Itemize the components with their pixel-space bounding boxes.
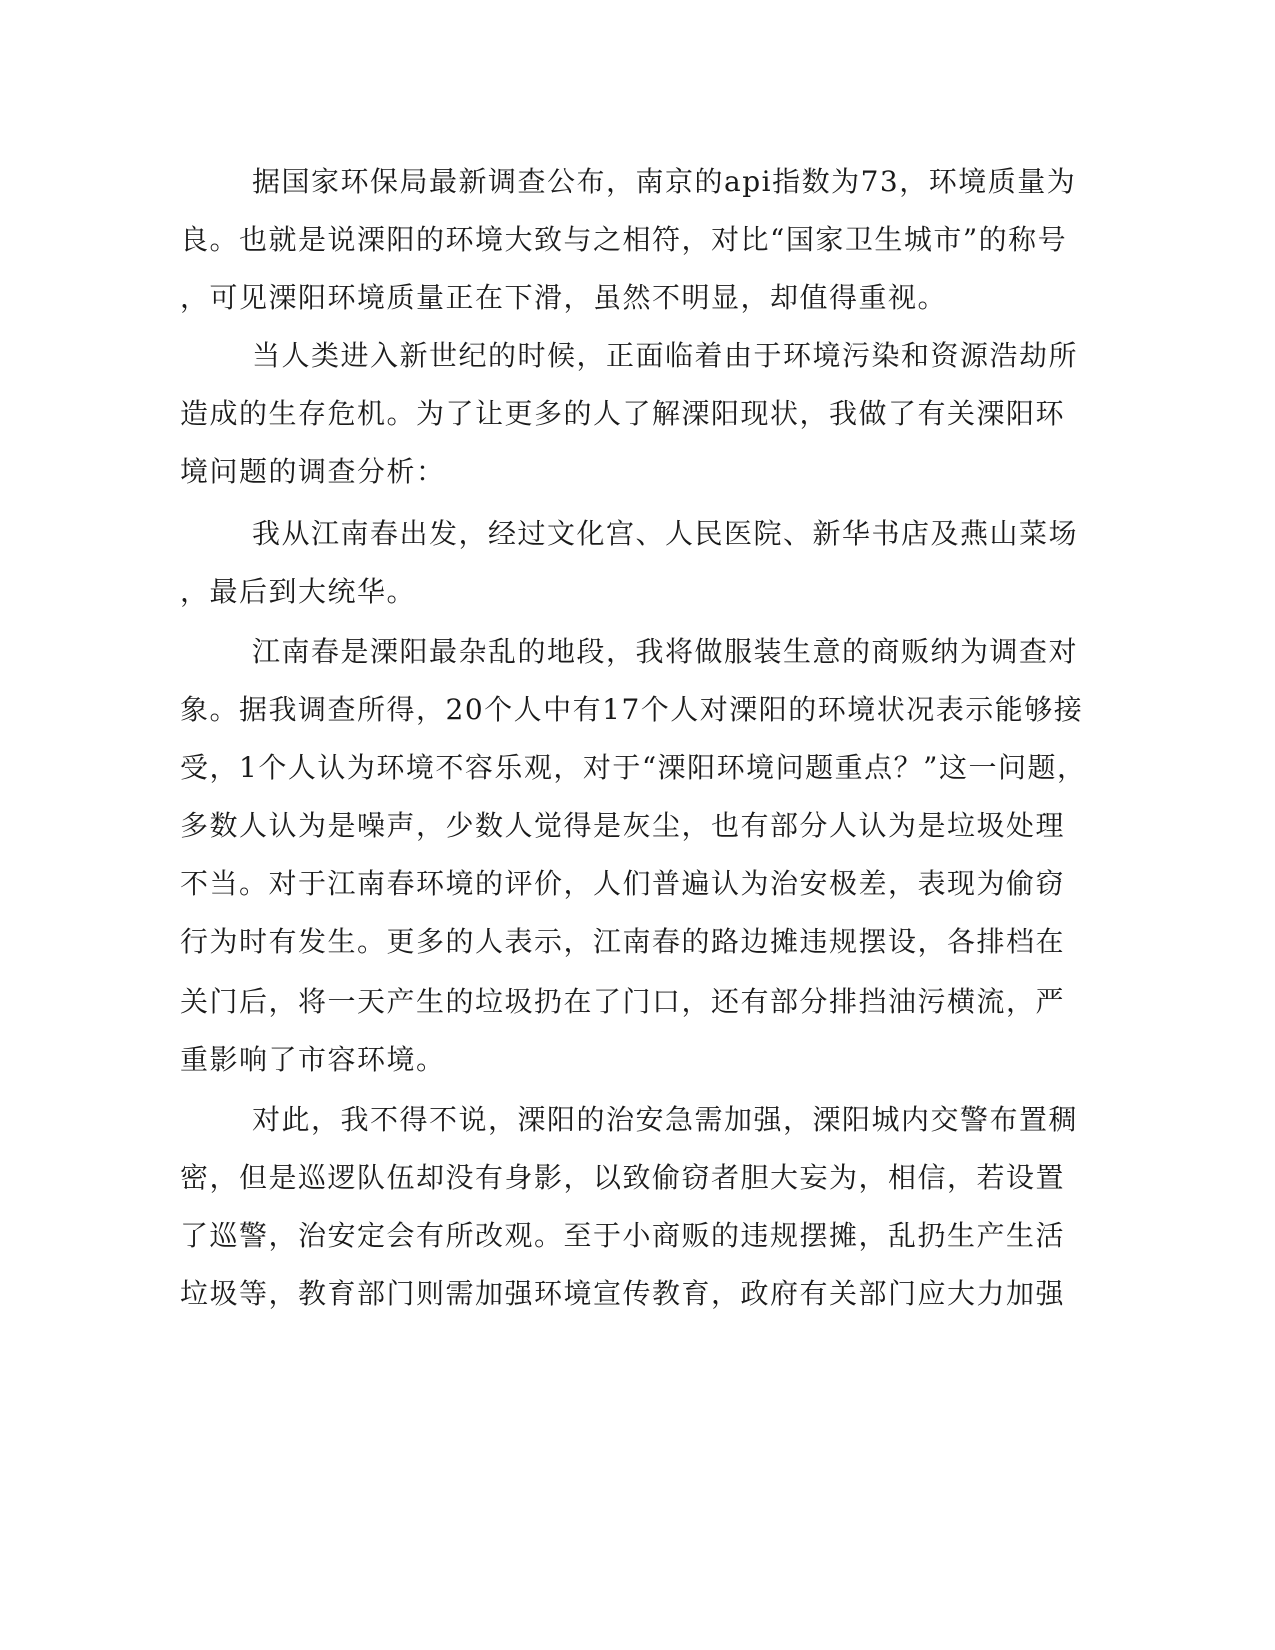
paragraph-1-line-3: ，可见溧阳环境质量正在下滑，虽然不明显，却值得重视。 bbox=[180, 281, 948, 314]
paragraph-4-line-7: 关门后，将一天产生的垃圾扔在了门口，还有部分排挡油污横流，严 bbox=[180, 985, 1066, 1018]
paragraph-4-line-5: 不当。对于江南春环境的评价，人们普遍认为治安极差，表现为偷窃 bbox=[180, 867, 1066, 900]
paragraph-5-line-3: 了巡警，治安定会有所改观。至于小商贩的违规摆摊，乱扔生产生活 bbox=[180, 1219, 1066, 1252]
paragraph-3-line-1: 我从江南春出发，经过文化宫、人民医院、新华书店及燕山菜场 bbox=[252, 517, 1079, 550]
paragraph-2-line-1: 当人类进入新世纪的时候，正面临着由于环境污染和资源浩劫所 bbox=[252, 339, 1079, 372]
paragraph-2-line-3: 境问题的调查分析： bbox=[180, 455, 446, 488]
paragraph-1-line-2: 良。也就是说溧阳的环境大致与之相符，对比“国家卫生城市”的称号 bbox=[180, 223, 1068, 256]
paragraph-3-line-2: ，最后到大统华。 bbox=[180, 575, 417, 608]
paragraph-4-line-2: 象。据我调查所得，20个人中有17个人对溧阳的环境状况表示能够接 bbox=[180, 693, 1084, 726]
paragraph-5-line-4: 垃圾等，教育部门则需加强环境宣传教育，政府有关部门应大力加强 bbox=[180, 1277, 1066, 1310]
paragraph-4-line-8: 重影响了市容环境。 bbox=[180, 1043, 446, 1076]
paragraph-5-line-1: 对此，我不得不说，溧阳的治安急需加强，溧阳城内交警布置稠 bbox=[252, 1103, 1079, 1136]
paragraph-2-line-2: 造成的生存危机。为了让更多的人了解溧阳现状，我做了有关溧阳环 bbox=[180, 397, 1066, 430]
paragraph-4-line-3: 受，1个人认为环境不容乐观，对于“溧阳环境问题重点？”这一问题， bbox=[180, 751, 1087, 784]
paragraph-1-line-1: 据国家环保局最新调查公布，南京的api指数为73，环境质量为 bbox=[252, 165, 1077, 198]
paragraph-4-line-1: 江南春是溧阳最杂乱的地段，我将做服装生意的商贩纳为调查对 bbox=[252, 635, 1079, 668]
paragraph-4-line-6: 行为时有发生。更多的人表示，江南春的路边摊违规摆设，各排档在 bbox=[180, 925, 1066, 958]
paragraph-5-line-2: 密，但是巡逻队伍却没有身影，以致偷窃者胆大妄为，相信，若设置 bbox=[180, 1161, 1066, 1194]
paragraph-4-line-4: 多数人认为是噪声，少数人觉得是灰尘，也有部分人认为是垃圾处理 bbox=[180, 809, 1066, 842]
